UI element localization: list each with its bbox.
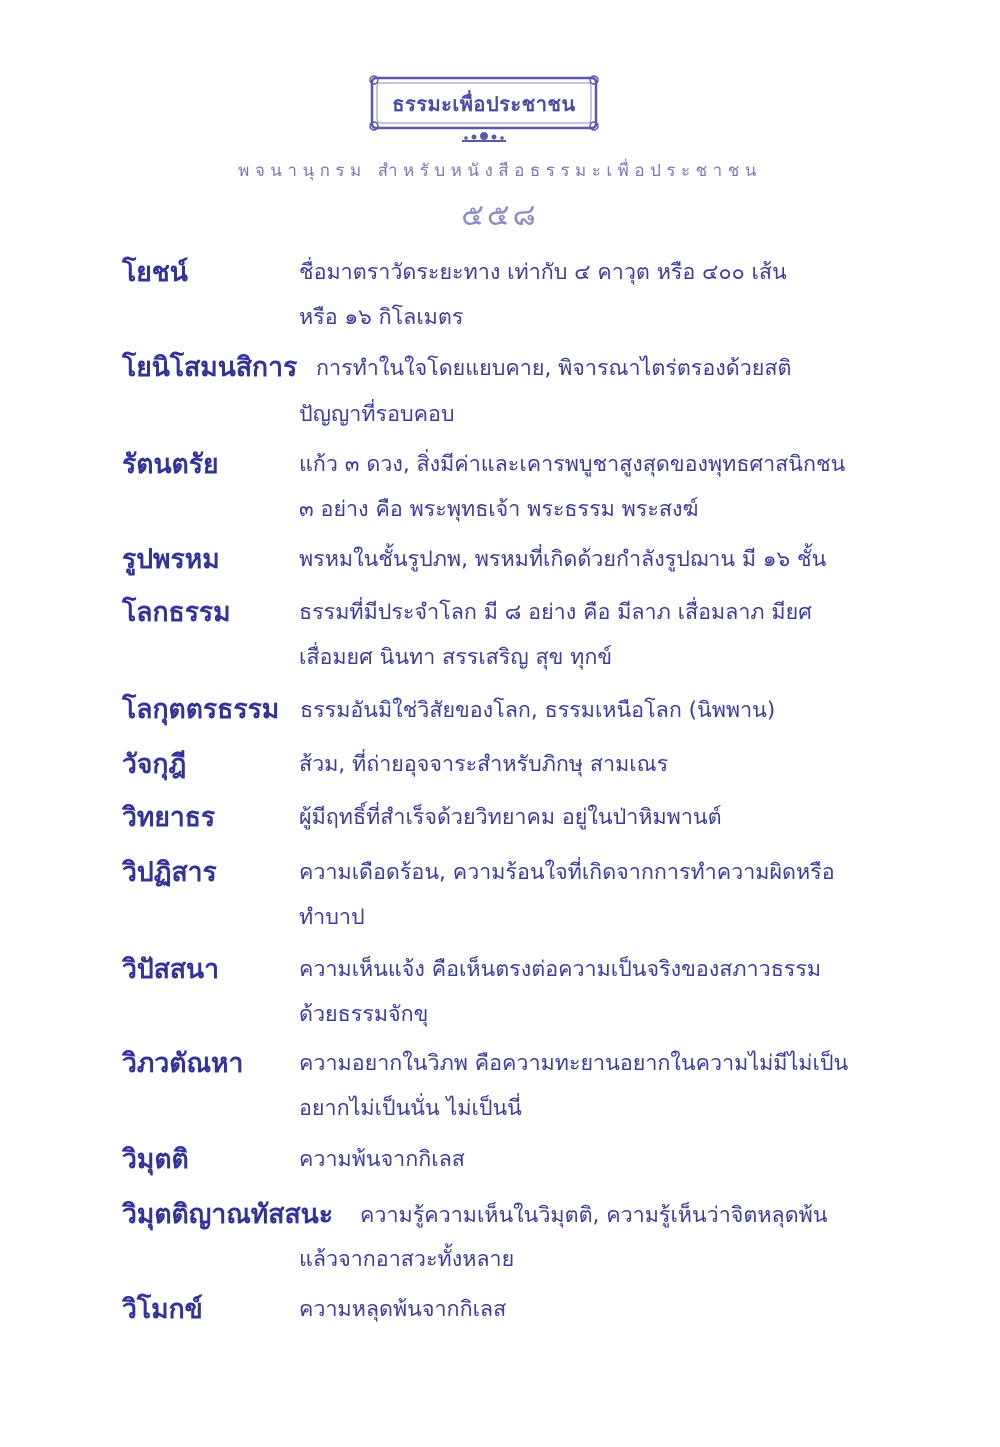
- entry-term: วิภวตัณหา: [122, 1048, 244, 1079]
- definition-line: ผู้มีฤทธิ์ที่สำเร็จด้วยวิทยาคม อยู่ในป่าหิมพานต์: [299, 805, 722, 830]
- entry-definition: [299, 442, 859, 532]
- entry-definition: [299, 795, 859, 840]
- definition-line: แล้วจากอาสวะทั้งหลาย: [299, 1247, 515, 1272]
- entry-term: วิมุตติญาณทัสสนะ: [122, 1199, 333, 1230]
- definition-line: ความอยากในวิภพ คือความทะยานอยากในความไม่มีไม่เป็น: [299, 1051, 849, 1076]
- entry-term: วิโมกข์: [122, 1294, 203, 1325]
- definition-line: อยากไม่เป็นนั่น ไม่เป็นนี่: [299, 1096, 522, 1121]
- definition-line: ทำบาป: [299, 905, 365, 930]
- entry-term: โยชน์: [122, 257, 188, 288]
- definition-line: เสื่อมยศ นินทา สรรเสริญ สุข ทุกข์: [299, 645, 613, 670]
- entry-term: รูปพรหม: [122, 544, 220, 575]
- definition-line: ปัญญาที่รอบคอบ: [299, 402, 455, 427]
- entry-term: โลกธรรม: [122, 597, 231, 628]
- entry-term: วัจกุฎี: [122, 749, 187, 780]
- definition-line: ความหลุดพ้นจากกิเลส: [299, 1297, 507, 1322]
- entry-definition: [299, 947, 859, 1037]
- entry-term: รัตนตรัย: [122, 449, 219, 480]
- definition-line: ส้วม, ที่ถ่ายอุจจาระสำหรับภิกษุ สามเณร: [299, 752, 669, 777]
- definition-line: ๓ อย่าง คือ พระพุทธเจ้า พระธรรม พระสงฆ์: [299, 497, 699, 522]
- definition-line: ธรรมอันมิใช่วิสัยของโลก, ธรรมเหนือโลก (นิพพาน): [300, 698, 776, 723]
- definition-line: พรหมในชั้นรูปภพ, พรหมที่เกิดด้วยกำลังรูปฌาน มี ๑๖ ชั้น: [299, 547, 827, 572]
- entry-term: วิปฏิสาร: [122, 857, 217, 888]
- definition-line: ความเห็นแจ้ง คือเห็นตรงต่อความเป็นจริงของสภาวธรรม: [299, 957, 822, 982]
- entry-definition: [299, 590, 859, 680]
- definition-line: ความพ้นจากกิเลส: [299, 1147, 465, 1172]
- entry-term: วิทยาธร: [122, 802, 216, 833]
- page-number: ๕๕๘: [461, 198, 539, 233]
- entry-definition: [299, 250, 859, 340]
- entry-term: โลกุตตรธรรม: [122, 694, 280, 725]
- entry-definition: [299, 1041, 859, 1131]
- entry-term: โยนิโสมนสิการ: [122, 352, 298, 383]
- definition-line: ด้วยธรรมจักขุ: [299, 1002, 429, 1027]
- running-header: พจนานุกรม สำหรับหนังสือธรรมะเพื่อประชาชน: [238, 161, 762, 181]
- definition-line: ความเดือดร้อน, ความร้อนใจที่เกิดจากการทำความผิดหรือ: [299, 860, 835, 885]
- entry-definition: [299, 1137, 859, 1182]
- logo-text: ธรรมะเพื่อประชาชน: [392, 92, 576, 116]
- definition-line: การทำในใจโดยแยบคาย, พิจารณาไตร่ตรองด้วยสติ: [316, 356, 792, 381]
- entry-definition: [299, 850, 859, 940]
- definition-line: ชื่อมาตราวัดระยะทาง เท่ากับ ๔ คาวุต หรือ ๔๐๐ เส้น: [299, 260, 787, 285]
- definition-line: หรือ ๑๖ กิโลเมตร: [299, 305, 464, 330]
- definition-line: แก้ว ๓ ดวง, สิ่งมีค่าและเคารพบูชาสูงสุดของพุทธศาสนิกชน: [299, 452, 846, 477]
- entry-definition: [299, 1287, 859, 1332]
- definition-line: ความรู้ความเห็นในวิมุตติ, ความรู้เห็นว่าจิตหลุดพ้น: [360, 1203, 828, 1228]
- publisher-logo: [368, 74, 600, 146]
- entry-definition: [299, 742, 859, 787]
- definition-line: ธรรมที่มีประจำโลก มี ๘ อย่าง คือ มีลาภ เสื่อมลาภ มียศ: [299, 600, 812, 625]
- entry-term: วิมุตติ: [122, 1144, 189, 1175]
- entry-definition: [299, 537, 859, 582]
- entry-term: วิปัสสนา: [122, 954, 220, 985]
